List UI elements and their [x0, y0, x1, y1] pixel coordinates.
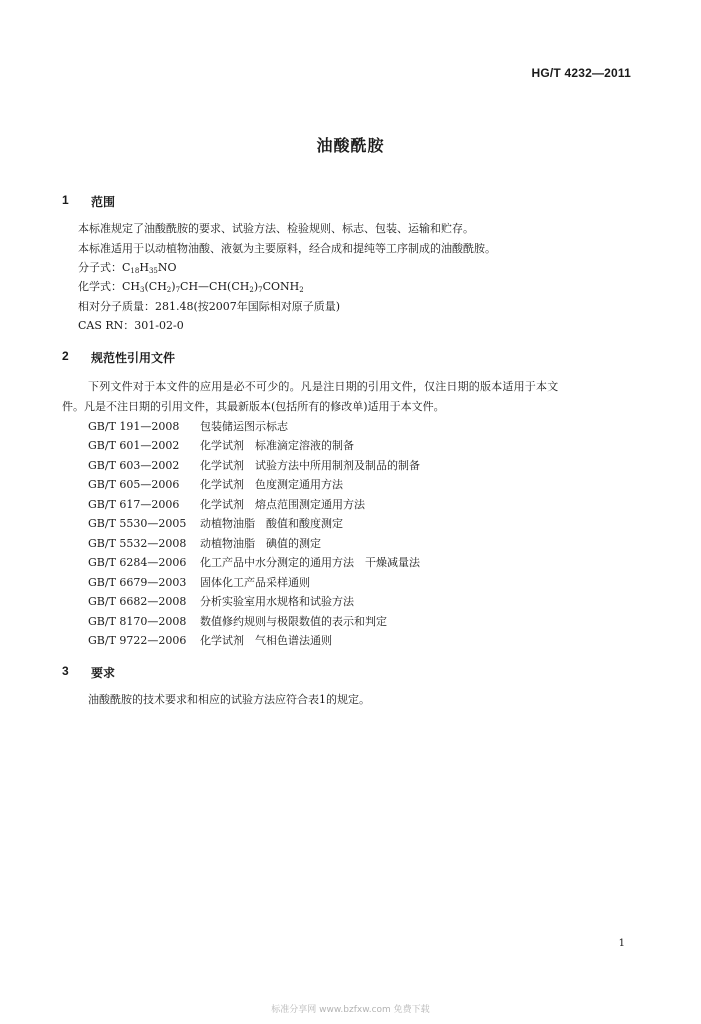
reference-title: 化学试剂 色度测定通用方法: [200, 478, 343, 491]
references-intro-line-2: 件。凡是不注日期的引用文件，其最新版本(包括所有的修改单)适用于本文件。: [62, 400, 445, 413]
scope-paragraph-1: 本标准规定了油酸酰胺的要求、试验方法、检验规则、标志、包装、运输和贮存。: [78, 222, 474, 235]
reference-title: 化工产品中水分测定的通用方法 干燥减量法: [200, 556, 420, 569]
reference-code: GB/T 8170—2008: [88, 615, 187, 628]
reference-item: [88, 418, 288, 434]
scope-paragraph-2: 本标准适用于以动植物油酸、液氨为主要原料，经合成和提纯等工序制成的油酸酰胺。: [78, 242, 496, 255]
page-number: 1: [618, 938, 625, 949]
reference-item: [88, 574, 310, 590]
reference-item: [88, 613, 387, 629]
section-3-title: 要求: [91, 666, 116, 680]
reference-title: 动植物油脂 酸值和酸度测定: [200, 517, 343, 530]
molecular-formula-label: 分子式：: [78, 261, 122, 274]
reference-title: 化学试剂 标准滴定溶液的制备: [200, 439, 354, 452]
reference-title: 化学试剂 试验方法中所用制剂及制品的制备: [200, 459, 420, 472]
reference-item: [88, 496, 365, 512]
reference-code: GB/T 603—2002: [88, 459, 180, 472]
standard-number: HG/T 4232—2011: [531, 66, 631, 80]
chemical-formula-label: 化学式：: [78, 280, 122, 293]
section-1-title: 范围: [91, 195, 116, 209]
molecular-mass: 相对分子质量：281.48(按2007年国际相对原子质量): [78, 300, 341, 313]
reference-code: GB/T 605—2006: [88, 478, 180, 491]
reference-code: GB/T 5530—2005: [88, 517, 187, 530]
reference-title: 化学试剂 熔点范围测定通用方法: [200, 498, 365, 511]
section-2-number: 2: [62, 349, 69, 363]
molecular-formula: 分子式：$C_{18}H_{35}NO$: [78, 261, 177, 275]
chemical-formula: 化学式：$CH_3(CH_2)_7CH—CH(CH_2)_7CONH_2$: [78, 280, 304, 294]
reference-item: [88, 535, 321, 551]
reference-item: [88, 476, 343, 492]
reference-title: 化学试剂 气相色谱法通则: [200, 634, 332, 647]
footer-watermark: 标准分享网 www.bzfxw.com 免费下载: [271, 1005, 430, 1015]
reference-code: GB/T 6284—2006: [88, 556, 187, 569]
reference-item: [88, 515, 343, 531]
reference-code: GB/T 9722—2006: [88, 634, 187, 647]
reference-title: 包装储运图示标志: [200, 420, 288, 433]
section-1-number: 1: [62, 193, 69, 207]
reference-title: 动植物油脂 碘值的测定: [200, 537, 321, 550]
requirements-paragraph: 油酸酰胺的技术要求和相应的试验方法应符合表1的规定。: [88, 693, 370, 706]
reference-title: 固体化工产品采样通则: [200, 576, 310, 589]
reference-code: GB/T 617—2006: [88, 498, 180, 511]
reference-item: [88, 457, 420, 473]
reference-item: [88, 554, 420, 570]
references-intro-line-1: 下列文件对于本文件的应用是必不可少的。凡是注日期的引用文件，仅注日期的版本适用于本文: [88, 380, 559, 393]
reference-title: 分析实验室用水规格和试验方法: [200, 595, 354, 608]
section-2-title: 规范性引用文件: [91, 351, 176, 365]
document-title: 油酸酰胺: [316, 136, 385, 155]
reference-title: 数值修约规则与极限数值的表示和判定: [200, 615, 387, 628]
reference-item: [88, 632, 332, 648]
reference-item: [88, 593, 354, 609]
reference-code: GB/T 6682—2008: [88, 595, 187, 608]
section-3-number: 3: [62, 664, 69, 678]
reference-code: GB/T 5532—2008: [88, 537, 187, 550]
reference-code: GB/T 6679—2003: [88, 576, 187, 589]
cas-number: CAS RN：301-02-0: [78, 319, 184, 332]
reference-item: [88, 437, 354, 453]
reference-code: GB/T 601—2002: [88, 439, 180, 452]
reference-code: GB/T 191—2008: [88, 420, 180, 433]
